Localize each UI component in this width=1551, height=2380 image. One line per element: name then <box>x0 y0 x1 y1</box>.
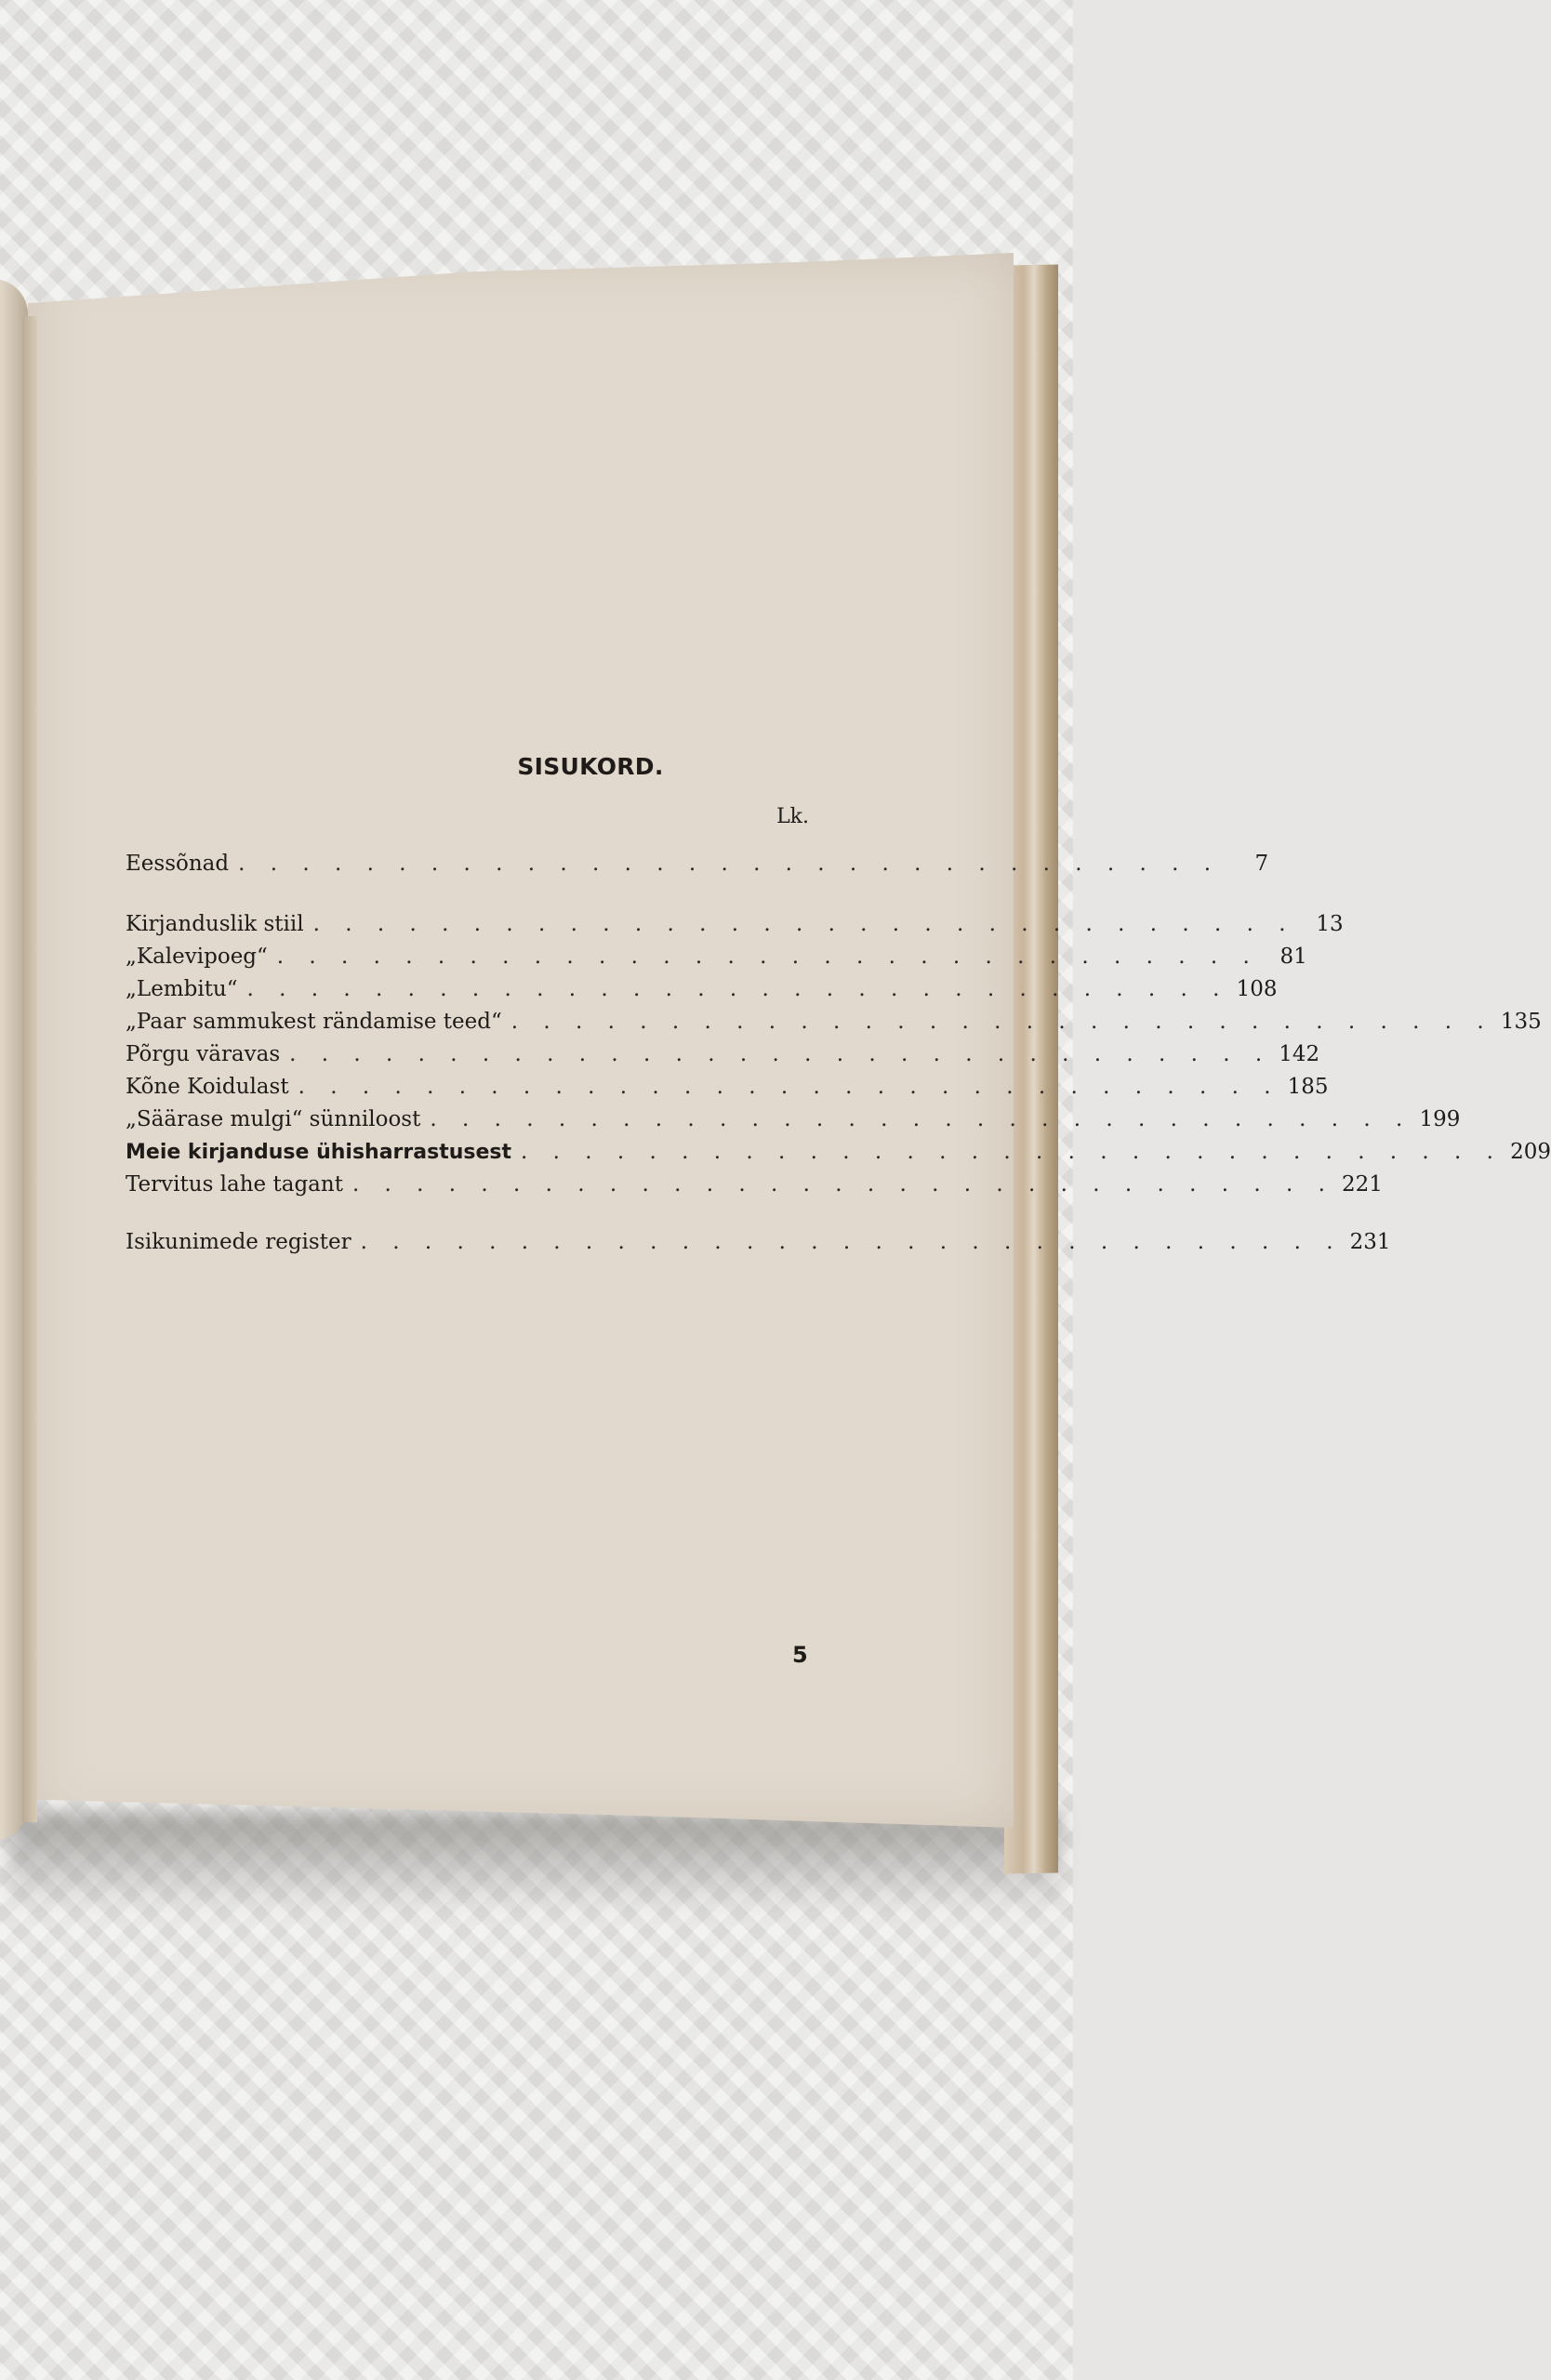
toc-entry-title: Meie kirjanduse ühisharrastusest <box>126 1141 512 1164</box>
book-gutter <box>22 316 37 1822</box>
toc-entry-title: „Kalevipoeg“ <box>126 945 268 969</box>
toc-entry <box>126 1042 1320 1072</box>
page-number: 5 <box>792 1642 808 1668</box>
toc-leader-dots: . . . . . . . . . . . . . . . . . . . . . . . . . . . . . . . <box>238 852 1221 876</box>
toc-entry <box>126 1075 1329 1104</box>
toc-entry <box>126 1010 1542 1039</box>
toc-leader-dots: . . . . . . . . . . . . . . . . . . . . . . . . . . . . . . . <box>298 1075 1280 1099</box>
toc-heading: SISUKORD. <box>517 753 664 780</box>
toc-entry-page: 185 <box>1287 1075 1329 1099</box>
toc-leader-dots: . . . . . . . . . . . . . . . . . . . . . . . . . . . . . . . <box>312 912 1295 936</box>
toc-entry-title: Tervitus lahe tagant <box>126 1172 343 1197</box>
toc-entry-title: „Säärase mulgi“ sünniloost <box>126 1107 421 1131</box>
toc-entry <box>126 977 1278 1007</box>
toc-leader-dots: . . . . . . . . . . . . . . . . . . . . . . . . . . . . . . . <box>430 1107 1412 1131</box>
toc-entry-title: Eessõnad <box>126 852 230 876</box>
toc-entry-page: 142 <box>1279 1042 1320 1066</box>
toc-entry-title: „Paar sammukest rändamise teed“ <box>126 1010 502 1034</box>
toc-entry <box>126 945 1307 974</box>
toc-entry-page: 13 <box>1316 912 1344 936</box>
toc-entry-page: 135 <box>1500 1010 1542 1034</box>
book-page <box>28 253 1014 1828</box>
toc-leader-dots: . . . . . . . . . . . . . . . . . . . . . . . . . . . . . . . <box>521 1140 1503 1164</box>
toc-leader-dots: . . . . . . . . . . . . . . . . . . . . . . . . . . . . . . . <box>246 977 1229 1001</box>
toc-entry-page: 199 <box>1419 1107 1461 1131</box>
toc-entry <box>126 1140 1551 1170</box>
toc-leader-dots: . . . . . . . . . . . . . . . . . . . . . . . . . . . . . . . <box>360 1230 1343 1254</box>
toc-entry-page: 7 <box>1254 852 1269 876</box>
toc-entry <box>126 1172 1383 1202</box>
toc-entry-title: Isikunimede register <box>126 1230 351 1254</box>
toc-leader-dots: . . . . . . . . . . . . . . . . . . . . . . . . . . . . . . . <box>510 1010 1493 1034</box>
toc-entry <box>126 912 1344 942</box>
toc-entry-page: 209 <box>1510 1140 1551 1164</box>
toc-entry-title: Põrgu väravas <box>126 1042 281 1066</box>
page-column-label: Lk. <box>776 805 809 828</box>
toc-leader-dots: . . . . . . . . . . . . . . . . . . . . . . . . . . . . . . . <box>289 1042 1272 1066</box>
toc-entry-title: „Lembitu“ <box>126 977 238 1001</box>
toc-entry-page: 221 <box>1342 1172 1383 1197</box>
toc-leader-dots: . . . . . . . . . . . . . . . . . . . . . . . . . . . . . . . <box>276 945 1259 969</box>
toc-entry-title: Kirjanduslik stiil <box>126 912 304 936</box>
toc-entry-page: 108 <box>1236 977 1278 1001</box>
toc-entry <box>126 852 1269 881</box>
toc-entry-page: 231 <box>1349 1230 1391 1254</box>
toc-entry-title: Kõne Koidulast <box>126 1075 289 1099</box>
toc-leader-dots: . . . . . . . . . . . . . . . . . . . . . . . . . . . . . . . <box>351 1172 1334 1197</box>
book-shadow <box>9 1813 1060 1915</box>
toc-entry <box>126 1230 1391 1260</box>
toc-entry-page: 81 <box>1279 945 1307 969</box>
toc-entry <box>126 1107 1461 1137</box>
